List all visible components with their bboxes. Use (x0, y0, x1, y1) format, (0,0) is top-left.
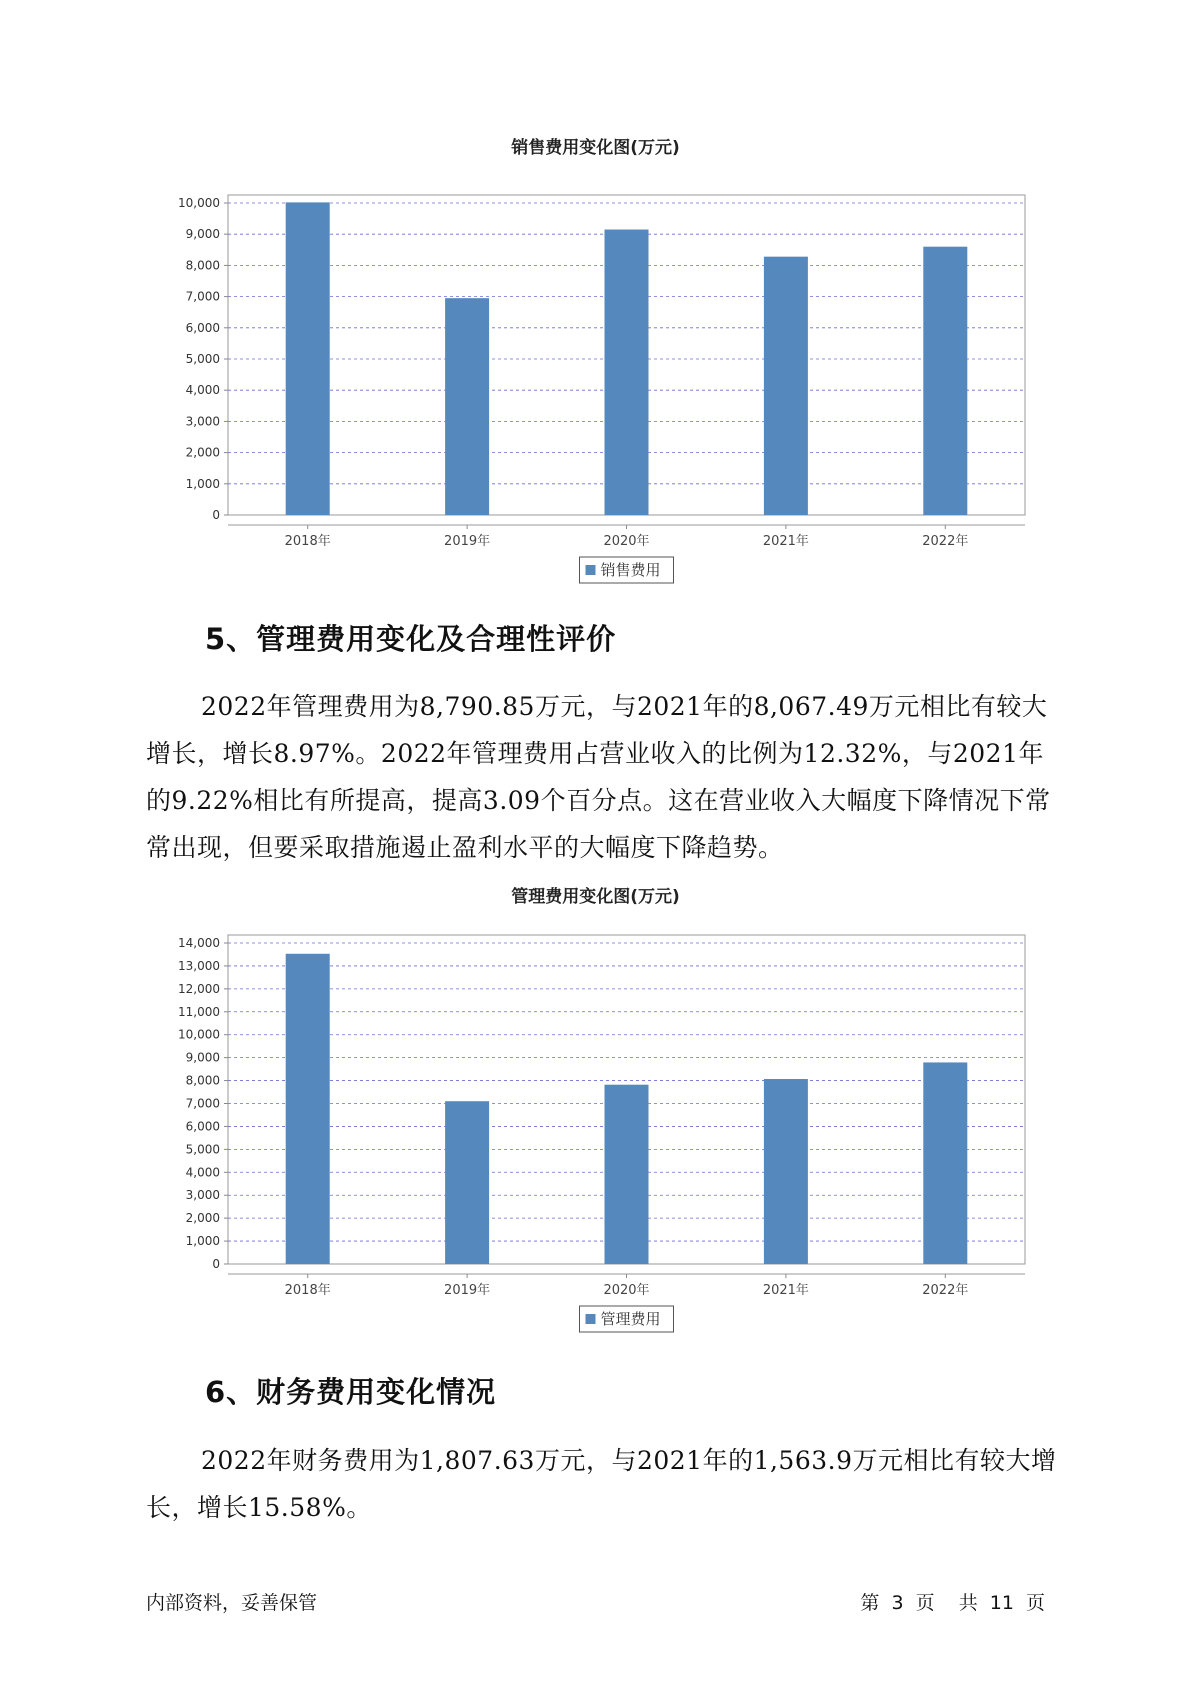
y-tick-label: 9,000 (185, 227, 220, 242)
x-tick-label: 2022年 (922, 1283, 969, 1298)
y-tick-label: 4,000 (185, 1165, 220, 1180)
bar (923, 247, 967, 515)
page-indicator (860, 1588, 1051, 1615)
y-tick-label: 0 (212, 1257, 220, 1271)
bar (286, 202, 330, 515)
y-tick-label: 4,000 (185, 383, 220, 398)
bar (923, 1062, 967, 1264)
y-tick-label: 2,000 (185, 445, 220, 460)
section-6-paragraph: 2022年财务费用为1,807.63万元，与2021年的1,563.9万元相比有较大增长，增长15.58%。 (146, 1446, 1057, 1522)
x-tick-label: 2020年 (603, 1283, 650, 1298)
y-tick-label: 3,000 (185, 1188, 220, 1203)
y-tick-label: 14,000 (178, 936, 220, 950)
bar (764, 1079, 808, 1264)
bar (286, 954, 330, 1264)
total-label-post: 页 (1025, 1592, 1045, 1614)
bar (764, 257, 808, 515)
y-tick-label: 10,000 (178, 1027, 220, 1042)
x-tick-label: 2019年 (444, 1283, 491, 1298)
chart-title: 管理费用变化图(万元) (511, 887, 680, 907)
y-tick-label: 0 (212, 508, 220, 522)
bar (445, 1101, 489, 1264)
y-tick-label: 7,000 (185, 289, 220, 304)
confidential-note: 内部资料，妥善保管 (146, 1592, 318, 1614)
x-tick-label: 2022年 (922, 534, 969, 549)
x-tick-label: 2019年 (444, 534, 491, 549)
bar (605, 230, 649, 515)
section-5-heading: 5、管理费用变化及合理性评价 (205, 622, 617, 656)
y-tick-label: 6,000 (185, 1119, 220, 1134)
y-tick-label: 7,000 (185, 1096, 220, 1111)
legend-swatch (586, 1314, 596, 1324)
y-tick-label: 2,000 (185, 1211, 220, 1226)
x-tick-label: 2018年 (284, 534, 331, 549)
y-tick-label: 9,000 (185, 1050, 220, 1065)
page-label-pre: 第 (860, 1592, 880, 1614)
y-tick-label: 6,000 (185, 320, 220, 335)
total-pages: 11 (989, 1592, 1014, 1614)
y-tick-label: 5,000 (185, 1142, 220, 1157)
y-tick-label: 1,000 (185, 1234, 220, 1249)
legend-label: 管理费用 (600, 1310, 661, 1328)
legend-label: 销售费用 (600, 561, 661, 579)
y-tick-label: 3,000 (185, 414, 220, 429)
legend-swatch (586, 565, 596, 575)
x-tick-label: 2018年 (284, 1283, 331, 1298)
page-label-mid: 页 (915, 1592, 935, 1614)
y-tick-label: 12,000 (178, 981, 220, 996)
y-tick-label: 10,000 (178, 196, 220, 210)
x-tick-label: 2021年 (762, 1283, 809, 1298)
y-tick-label: 11,000 (178, 1004, 220, 1019)
y-tick-label: 1,000 (185, 476, 220, 491)
bar (605, 1085, 649, 1264)
section-6-heading: 6、财务费用变化情况 (205, 1375, 497, 1409)
y-tick-label: 13,000 (178, 958, 220, 973)
page-number: 3 (891, 1592, 904, 1614)
total-label-pre: 共 (958, 1592, 978, 1614)
x-tick-label: 2020年 (603, 534, 650, 549)
sales-expense-chart (0, 165, 1191, 579)
admin-expense-chart (0, 915, 1191, 1328)
y-tick-label: 8,000 (185, 1073, 220, 1088)
chart-title: 销售费用变化图(万元) (511, 138, 680, 158)
section-5-paragraph: 2022年管理费用为8,790.85万元，与2021年的8,067.49万元相比有较大增长，增长8.97%。2022年管理费用占营业收入的比例为12.32%，与2021年的9.22%相比有所提高，提高3.09个百分点。这在营业收入大幅度下降情况下常常出现，但要采取措施遏止盈利水平的大幅度下降趋势。 (146, 692, 1051, 862)
x-tick-label: 2021年 (762, 534, 809, 549)
y-tick-label: 5,000 (185, 352, 220, 366)
y-tick-label: 8,000 (185, 258, 220, 273)
bar (445, 298, 489, 515)
